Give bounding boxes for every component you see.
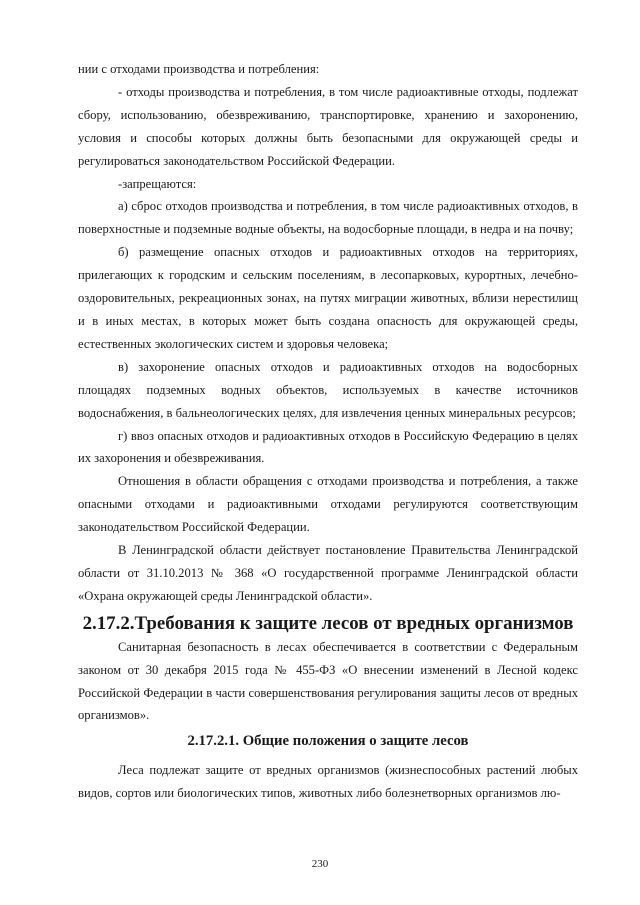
list-item: а) сброс отходов производства и потребления, в том числе радиоактивных отходов, в поверхностные и подземные водные объекты, на водосборные площади, в недра и на почву; — [78, 199, 578, 237]
page-number: 230 — [311, 858, 329, 870]
paragraph: Леса подлежат защите от вредных организмов (жизнеспособных растений любых видов, сортов или биологических типов, животных либо болезнетворных организмов лю- — [78, 763, 578, 801]
subsection-heading: 2.17.2.1. Общие положения о защите лесов — [187, 733, 469, 750]
paragraph: - отходы производства и потребления, в том числе радиоактивные отходы, подлежат сбору, использованию, обезвреживанию, транспортировке, хранению и захоронению, условия и способы которых должны быть безопасными для окружающей среды и регулироваться законодательством Российской Федерации. — [78, 84, 578, 168]
list-item: б) размещение опасных отходов и радиоактивных отходов на территориях, прилегающих к городским и сельским поселениям, в лесопарковых, курортных, лечебно-оздоровительных, рекреационных зонах, на путях миграции животных, вблизи нерестилищ и в иных местах, в которых может быть создана опасность для окружающей среды, естественных экологических систем и здоровья человека; — [78, 245, 578, 351]
section-heading: 2.17.2.Требования к защите лесов от вредных организмов — [82, 612, 574, 634]
document-page — [78, 58, 578, 805]
paragraph: Отношения в области обращения с отходами производства и потребления, а также опасными отходами и радиоактивными отходами регулируются соответствующим законодательством Российской Федерации. — [78, 474, 578, 535]
paragraph: В Ленинградской области действует постановление Правительства Ленинградской области от 31.10.2013 № 368 «О государственной программе Ленинградской области «Охрана окружающей среды Ленинградской области». — [78, 543, 578, 603]
list-item: г) ввоз опасных отходов и радиоактивных отходов в Российскую Федерацию в целях их захоронения и обезвреживания. — [78, 428, 578, 466]
paragraph: нии с отходами производства и потребления: — [78, 62, 320, 76]
paragraph: Санитарная безопасность в лесах обеспечивается в соответствии с Федеральным законом от 30 декабря 2015 года № 455-ФЗ «О внесении изменений в Лесной кодекс Российской Федерации в части совершенствования регулирования защиты лесов от вредных организмов». — [78, 639, 578, 723]
paragraph: -запрещаются: — [118, 176, 197, 191]
list-item: в) захоронение опасных отходов и радиоактивных отходов на водосборных площадях подземных водных объектов, используемых в качестве источников водоснабжения, в бальнеологических целях, для извлечения ценных минеральных ресурсов; — [78, 359, 578, 420]
